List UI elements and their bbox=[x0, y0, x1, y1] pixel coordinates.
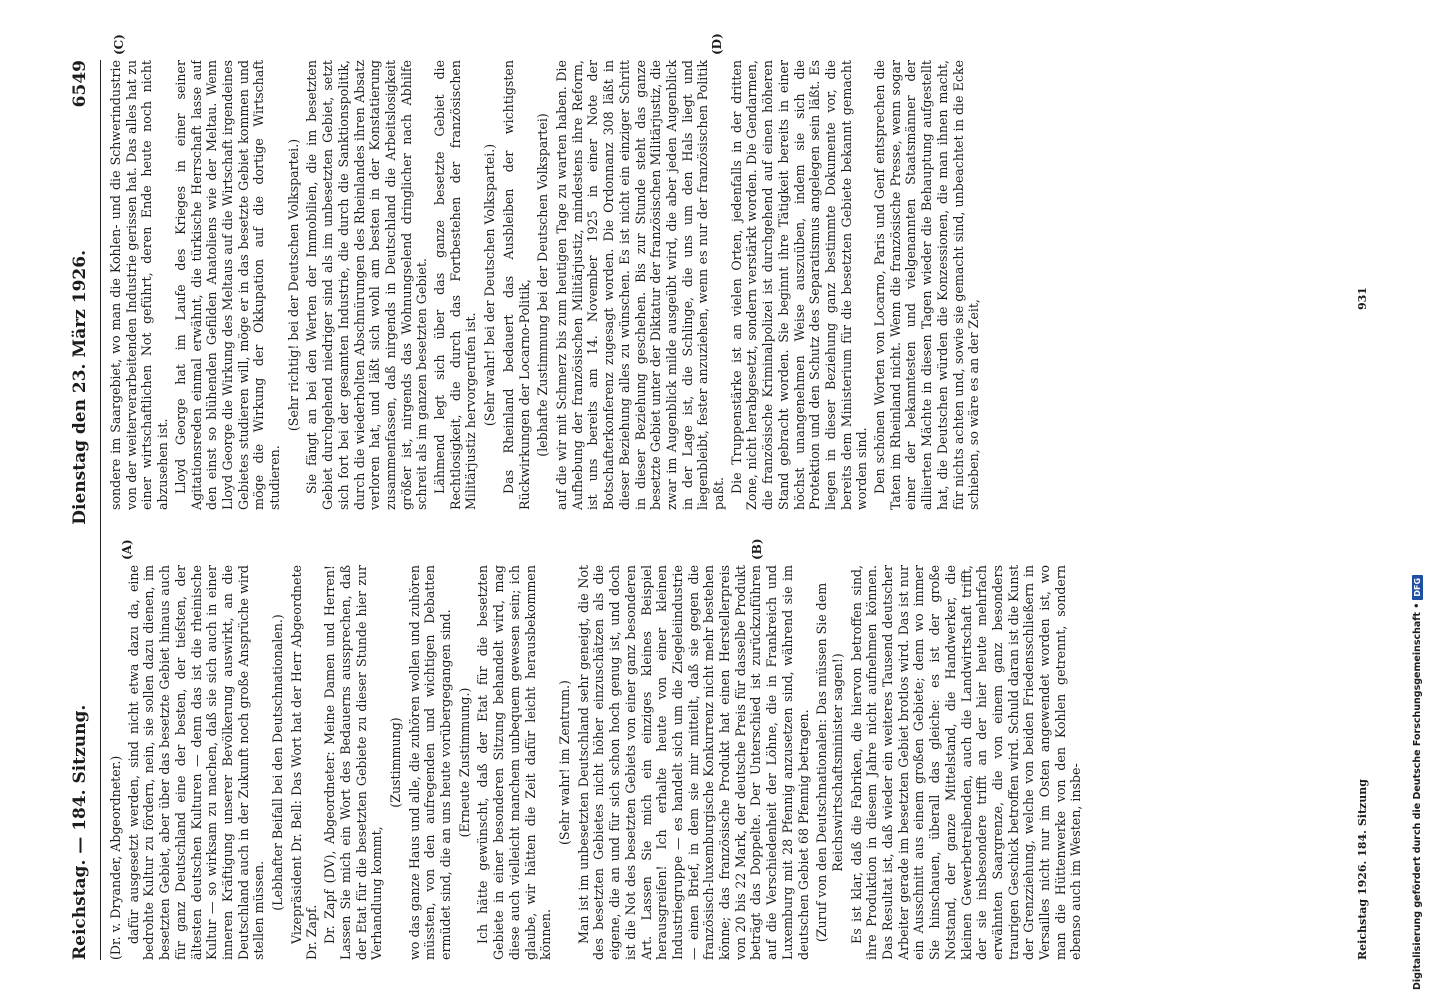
page-header bbox=[60, 60, 101, 960]
paragraph: Das Rheinland bedauert das Ausbleiben der wichtigsten Rückwirkungen der Locarno-Politik, bbox=[500, 60, 532, 510]
right-column bbox=[108, 60, 1348, 510]
digitization-credit bbox=[1412, 575, 1423, 990]
paragraph: Sie fängt an bei den Werten der Immobilien, die im besetzten Gebiet durchgehend niedriger sind als im unbesetzten Gebiet, setzt sich fort bei der gesamten Industrie, die durch die Sanktionspolitik, durch die wiederholten Abschnürungen des Rheinlandes ihren Absatz verloren hat, und läßt sich wohl am besten in der Konstatierung zusammenfassen, daß nirgends in Deutschland die Arbeitslosigkeit größer ist, nirgends das Wohnungselend dringlicher nach Abhilfe schreit als im ganzen besetzten Gebiet. bbox=[304, 60, 430, 510]
paragraph: (Sehr wahr! im Zentrum.) bbox=[556, 680, 572, 845]
paragraph: Man ist im unbesetzten Deutschland sehr geneigt, die Not des besetzten Gebietes nicht höher einzuschätzen als die eigene, die an und für sich schon hoch genug ist, und doch ist die Not des besetzten Gebiets von einer ganz besonderen Art. Lassen Sie mich ein einziges kleines Beispiel herausgreifen! Ich erhalte heute von einer kleinen Industriegruppe — es handelt sich um die Ziegeleiindustrie — einen Brief, in dem sie mir mitteilt, daß sie gegen die französisch-luxemburgische Konkurrenz nicht mehr bestehen könne; das französische Produkt hat einen Herstellerpreis von 20 bis 22 Mark, der deutsche Preis für dasselbe Produkt beträgt das Doppelte. Der Unterschied ist zurückzuführen auf die Verschiedenheit der Löhne, die in Frankreich und Luxemburg mit 28 Pfennig anzusetzen sind, während sie im deutschen Gebiet 68 Pfennig betragen. bbox=[575, 565, 811, 960]
margin-mark-c: (C) bbox=[112, 34, 126, 55]
paragraph: (Zuruf von den Deutschnationalen: Das müssen Sie dem Reichswirtschaftsminister sagen!) bbox=[814, 582, 845, 943]
paragraph: (Sehr richtig! bei der Deutschen Volkspartei.) bbox=[285, 138, 301, 432]
paragraph: (Zustimmung) bbox=[387, 717, 403, 808]
paragraph: (Lebhafter Beifall bei den Deutschnationalen.) bbox=[270, 614, 286, 911]
header-date: Dienstag den 23. März 1926. bbox=[70, 250, 90, 525]
header-session: Reichstag. — 184. Sitzung. bbox=[70, 704, 90, 960]
margin-mark-d: (D) bbox=[710, 33, 724, 55]
paragraph: Ich hätte gewünscht, daß der Etat für die besetzten Gebiete in einer besonderen Sitzung behandelt wird, mag diese auch vielleicht manchem unbequem gewesen sein; ich glaube, wir hätten die Zeit dafür leicht herausbekommen können. bbox=[475, 565, 554, 960]
dfg-logo: DFG bbox=[1412, 575, 1423, 600]
footer-session: Reichstag 1926. 184. Sitzung bbox=[1356, 779, 1369, 960]
margin-mark-b: (B) bbox=[750, 538, 764, 560]
paragraph: sondere im Saargebiet, wo man die Kohlen- und die Schwerindustrie von der weiterverarbeitenden Industrie gerissen hat. Das alles hat zu einer wirtschaftlichen Not geführt, deren Ende heute noch nicht abzusehen ist. bbox=[108, 60, 171, 510]
paragraph: Die Truppenstärke ist an vielen Orten, jedenfalls in der dritten Zone, nicht herabgesetzt, sondern verstärkt worden. Die Gendarmen, die französische Kriminalpolizei ist durchgehend auf einen höheren Stand gebracht worden. Sie beginnt ihre Tätigkeit bereits in einer höchst unangenehmen Weise auszuüben, indem sie sich die Protektion und den Schutz des Separatismus angelegen sein läßt. Es liegen in dieser Beziehung ganz bestimmte Dokumente vor, die bereits dem Ministerium für die besetzten Gebiete bekannt gemacht worden sind. bbox=[728, 60, 870, 510]
header-left-group bbox=[70, 250, 90, 960]
paragraph: (lebhafte Zustimmung bei der Deutschen Volkspartei) bbox=[535, 113, 551, 457]
header-page-number: 6549 bbox=[70, 60, 90, 108]
margin-mark-a: (A) bbox=[120, 539, 134, 560]
paragraph: (Dr. v. Dryander, Abgeordneter.) bbox=[108, 755, 123, 960]
credit-text: Digitalisierung gefördert durch die Deutsche Forschungsgemeinschaft • bbox=[1412, 602, 1423, 990]
left-column bbox=[108, 565, 1348, 960]
paragraph: Dr. Zapf (DV), Abgeordneter: Meine Damen und Herren! Lassen Sie mich ein Wort des Bedauerns aussprechen, daß der Etat für die besetzten Gebiete zu dieser Stunde hier zur Verhandlung kommt, bbox=[322, 565, 385, 960]
paragraph: Vizepräsident Dr. Bell: Das Wort hat der Herr Abgeordnete Dr. Zapf. bbox=[288, 565, 320, 960]
rotated-page bbox=[60, 33, 1380, 960]
paragraph: (Sehr wahr! bei der Deutschen Volkspartei.) bbox=[482, 143, 498, 427]
paragraph: Lloyd George hat im Laufe des Krieges in einer seiner Agitationsreden einmal erwähnt, die türkische Herrschaft lasse auf den einst so blühenden Gefilden Anatoliens wie der Meltau. Wenn Lloyd George die Wirkung des Meltaus auf die Wirtschaft irgendeines Gebietes studieren will, möge er in das besetzte Gebiet kommen und möge die Wirkung der Okkupation auf die dortige Wirtschaft studieren. bbox=[172, 60, 283, 510]
paragraph: Es ist klar, daß die Fabriken, die hiervon betroffen sind, ihre Produktion in diesem Jahre nicht aufnehmen können. Das Resultat ist, daß wieder ein weiteres Tausend deutscher Arbeiter gerade im besetzten Gebiet brotlos wird. Das ist nur ein Ausschnitt aus einem großen Gebiete; denn wo immer Sie hinschauen, überall das gleiche: es ist der große Notstand, der ganze Mittelstand, die Handwerker, die kleinen Gewerbetreibenden, auch die Landwirtschaft trifft, der sie insbesondere trifft an der hier heute mehrfach erwähnten Saargrenze, die von einem ganz besonders traurigen Geschick betroffen wird. Schuld daran ist die Kunst der Grenzziehung, welche von beiden Friedensschließern in Versailles nicht nur im Osten angewendet worden ist, wo man die Hüttenwerke von den Kohlen getrennt, sondern ebenso auch im Westen, insbe- bbox=[848, 565, 1084, 960]
paragraph: Lähmend legt sich über das ganze besetzte Gebiet die Rechtlosigkeit, die durch das Fortbestehen der französischen Militärjustiz hervorgerufen ist. bbox=[432, 60, 479, 510]
paragraph: auf die wir mit Schmerz bis zum heutigen Tage zu warten haben. Die Aufhebung der französischen Militärjustiz, mindestens ihre Reform, ist uns bereits am 14. November 1925 in einer Note der Botschafterkonferenz zugesagt worden. Die Ordonnanz 308 läßt in dieser Beziehung alles zu wünschen. Es ist nicht ein einziger Schritt in dieser Beziehung geschehen. Bis zur Stunde steht das ganze besetzte Gebiet unter der Diktatur der französischen Militärjustiz, die zwar im Augenblick milde ausgeübt wird, die aber jeden Augenblick in der Lage ist, die Schlinge, die uns um den Hals liegt und liegenbleibt, fester anzuziehen, wenn es nur der französischen Politik paßt. bbox=[553, 60, 727, 510]
paragraph: Den schönen Worten von Locarno, Paris und Genf entsprechen die Taten im Rheinland nicht. Wenn die französische Presse, wenn sogar einer der bekanntesten und vielgenannten Staatsmänner der alliierten Mächte in diesen Tagen wieder die Behauptung aufgestellt hat, die Deutschen würden die Konzessionen, die man ihnen macht, für nichts achten und, sowie sie gemacht sind, unbeachtet in die Ecke schieben, so wäre es an der Zeit, bbox=[872, 60, 982, 510]
footer-page-number: 931 bbox=[1356, 287, 1369, 310]
paragraph: dafür ausgesetzt werden, sind nicht etwa dazu da, eine bedrohte Kultur zu fördern, nein, sie sollen dazu dienen, im besetzten Gebiet, aber über das besetzte Gebiet hinaus auch für ganz Deutschland eine der besten, der tiefsten, der ältesten deutschen Kulturen — denn das ist die rheinische Kultur — so wirksam zu machen, daß sie sich auch in einer inneren Kräftigung unserer Bevölkerung auswirkt, an die Deutschland auch in der Zukunft noch große Ansprüche wird stellen müssen. bbox=[125, 565, 267, 960]
paragraph: (Erneute Zustimmung.) bbox=[456, 687, 472, 838]
paragraph: wo das ganze Haus und alle, die zuhören wollen und zuhören müssten, von den aufregenden und wichtigen Debatten ermüdet sind, die an uns heute vorübergegangen sind. bbox=[406, 565, 454, 960]
